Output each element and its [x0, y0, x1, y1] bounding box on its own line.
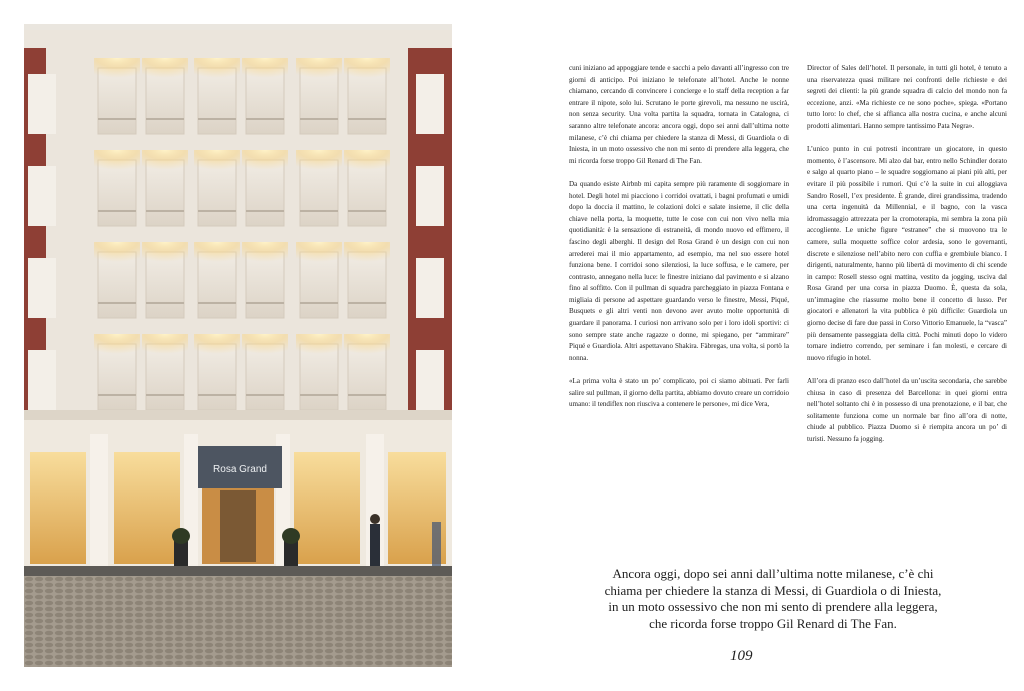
window-light	[296, 150, 342, 172]
hotel-facade-photo	[24, 24, 452, 667]
window-railing	[198, 118, 236, 120]
window-light	[142, 58, 188, 80]
window-railing	[300, 210, 338, 212]
window-railing	[146, 210, 184, 212]
window-light	[344, 242, 390, 264]
window-light	[344, 150, 390, 172]
window-railing	[198, 302, 236, 304]
window-railing	[348, 302, 386, 304]
window-railing	[98, 118, 136, 120]
paragraph: Da quando esiste Airbnb mi capita sempre più raramente di soggiornare in hotel. Degli hotel mi piacciono i corridoi ovattati, i bagni profumati e umidi dopo la doccia il mattino, le colazioni dolci e salate insieme, il clic della chiave nella porta, la moquette, tutte le cose con cui non vivo nella mia quotidianità: è la sensazione di estraneità, di mondo nuovo ed effimero, il fascino degli alberghi. Il design del Rosa Grand è un design con cui non arrederei mai il mio appartamento, ad esempio, ma nel suo essere hotel funziona bene. I corridoi sono silenziosi, la luce soffusa, e le camere, per contrasto, annegano nella luce: le finestre iniziano dal pavimento e si alzano fino al soffitto. Con il pullman di squadra parcheggiato in piazza Fontana e migliaia di persone ad aspettare guardando verso le finestre, Messi, Piqué, Busquets e gli altri venti non devono aver avuto molte opportunità di guardare il panorama. I curiosi non arrivano solo per i loro idoli sportivi: ci sono sempre state anche ragazze o donne, mi spiegano, per “ammirare” Piqué e Guardiola. Altri aspettavano Shakira. Fàbregas, una volta, si portò la nonna.	[569, 179, 789, 362]
window-railing	[146, 118, 184, 120]
side-window	[28, 166, 56, 226]
paragraph: Director of Sales dell’hotel. Il personale, in tutti gli hotel, è tenuto a una riservatezza quasi militare nei confronti delle richieste e dei segreti dei clienti: la più grande squadra di calcio del mondo non fa eccezione, anzi. «Ma richieste ce ne sono poche», spiega. «Portano tutto loro: lo chef, che si affianca alla nostra cucina, e anche alcuni prodotti alimentari. Hanno sempre tantissimo Pata Negra».	[807, 64, 1007, 130]
window-light	[296, 242, 342, 264]
window-light	[242, 334, 288, 356]
window-railing	[198, 210, 236, 212]
hotel-sign: Rosa Grand	[213, 464, 267, 475]
window-light	[194, 58, 240, 80]
side-window	[416, 350, 444, 410]
window-light	[242, 242, 288, 264]
window-light	[94, 58, 140, 80]
pull-quote-line: Ancora oggi, dopo sei anni dall’ultima notte milanese, c’è chi	[612, 566, 934, 581]
window-railing	[146, 302, 184, 304]
paragraph: All’ora di pranzo esco dall’hotel da un’uscita secondaria, che sarebbe chiusa in caso di presenza del Barcellona: in quei giorni entra nell’hotel soltanto chi è in possesso di una prenotazione, e il bar, che solitamente funziona come un normale bar fino all’ora di notte, chiude al pubblico. Piazza Duomo si è riempita ancora un po’ di turisti. Nessuno fa jogging.	[807, 377, 1007, 443]
window-railing	[198, 394, 236, 396]
window-light	[194, 334, 240, 356]
window-light	[94, 334, 140, 356]
paragraph: «La prima volta è stato un po’ complicato, poi ci siamo abituati. Per farli salire sul pullman, il giorno della partita, abbiamo dovuto creare un corridoio umano: il tendiflex non riusciva a contenere le persone», mi dice Vera,	[569, 377, 789, 409]
window-light	[142, 334, 188, 356]
side-window	[416, 258, 444, 318]
window-railing	[246, 302, 284, 304]
window-light	[296, 334, 342, 356]
window-railing	[98, 394, 136, 396]
hotel-facade-illustration	[24, 24, 452, 667]
window-light	[94, 242, 140, 264]
window-railing	[98, 302, 136, 304]
paragraph: cuni iniziano ad appoggiare tende e sacchi a pelo davanti all’ingresso con tre giorni di anticipo. Poi iniziano le telefonate all’hotel. Anche le nonne chiamano, cercando di convincere i concierge e lo staff della reception a far entrare il nipote, solo lui. Scrutano le porte girevoli, ma nessuno ne uscirà, non senza security. Una volta partita la squadra, tornata in Catalogna, ci saranno altre telefonate ancora: ancora oggi, dopo sei anni dall’ultima notte milanese, c’è chi chiama per chiedere la stanza di Messi, di Guardiola o di Iniesta, in un moto ossessivo che non mi sento di prendere alla leggera, che mi ricorda forse troppo Gil Renard di The Fan.	[569, 64, 789, 165]
window-railing	[98, 210, 136, 212]
window-railing	[300, 394, 338, 396]
side-window	[416, 166, 444, 226]
window-light	[344, 334, 390, 356]
window-light	[242, 150, 288, 172]
window-light	[242, 58, 288, 80]
side-window	[28, 258, 56, 318]
window-light	[296, 58, 342, 80]
window-railing	[348, 394, 386, 396]
window-light	[194, 150, 240, 172]
window-railing	[246, 118, 284, 120]
window-railing	[300, 118, 338, 120]
window-railing	[146, 394, 184, 396]
window-light	[94, 150, 140, 172]
paragraph: L’unico punto in cui potresti incontrare un giocatore, in questo momento, è l’ascensore. Mi alzo dal bar, entro nello Schindler dorato e salgo al quarto piano – le squadre soggiornano ai piani più alti, per evitare il più possibile i rumori. Qui c’è la suite in cui alloggiava Sandro Rosell, l’ex presidente. È grande, direi grandissima, tradendo una certa ingenuità da Millennial, e il bagno, con la vasca idromassaggio attrezzata per la cromoterapia, mi sembra la zona più accogliente. Le uniche figure “estranee” che si muovono tra le camere, sulla moquette soffice color ardesia, sono le governanti, discrete e silenziose nell’abito nero con cuffia e grembiule bianco. I dirigenti, naturalmente, hanno più libertà di movimento di chi scende in campo: Rosell stesso ogni mattina, vestito da jogging, usciva dal Rosa Grand per una corsa in piazza Duomo. È, questa da sola, un’immagine che riassume molto bene il concetto di lusso. Per giocatori e allenatori la vita pubblica è più difficile: Guardiola un giorno decise di fare due passi in Corso Vittorio Emanuele, la “vasca” più densamente passeggiata della città. Pochi minuti dopo lo videro tornare indietro correndo, per seminare i fan molesti, e cercare di nuovo rifugio in hotel.	[807, 145, 1007, 362]
window-light	[194, 242, 240, 264]
window-railing	[246, 210, 284, 212]
pull-quote-line: che ricorda forse troppo Gil Renard di The Fan.	[649, 615, 897, 631]
pull-quote-line: in un moto ossessivo che non mi sento di prendere alla leggera,	[608, 599, 938, 615]
window-light	[142, 242, 188, 264]
side-window	[28, 350, 56, 410]
article-column-left	[569, 63, 789, 422]
window-railing	[246, 394, 284, 396]
pull-quote	[563, 566, 983, 632]
window-light	[344, 58, 390, 80]
window-railing	[348, 118, 386, 120]
page-number: 109	[730, 648, 753, 664]
window-railing	[348, 210, 386, 212]
side-window	[28, 74, 56, 134]
article-column-right	[807, 63, 1007, 457]
window-light	[142, 150, 188, 172]
side-window	[416, 74, 444, 134]
window-railing	[300, 302, 338, 304]
pull-quote-line: chiama per chiedere la stanza di Messi, di Guardiola o di Iniesta,	[604, 582, 942, 598]
